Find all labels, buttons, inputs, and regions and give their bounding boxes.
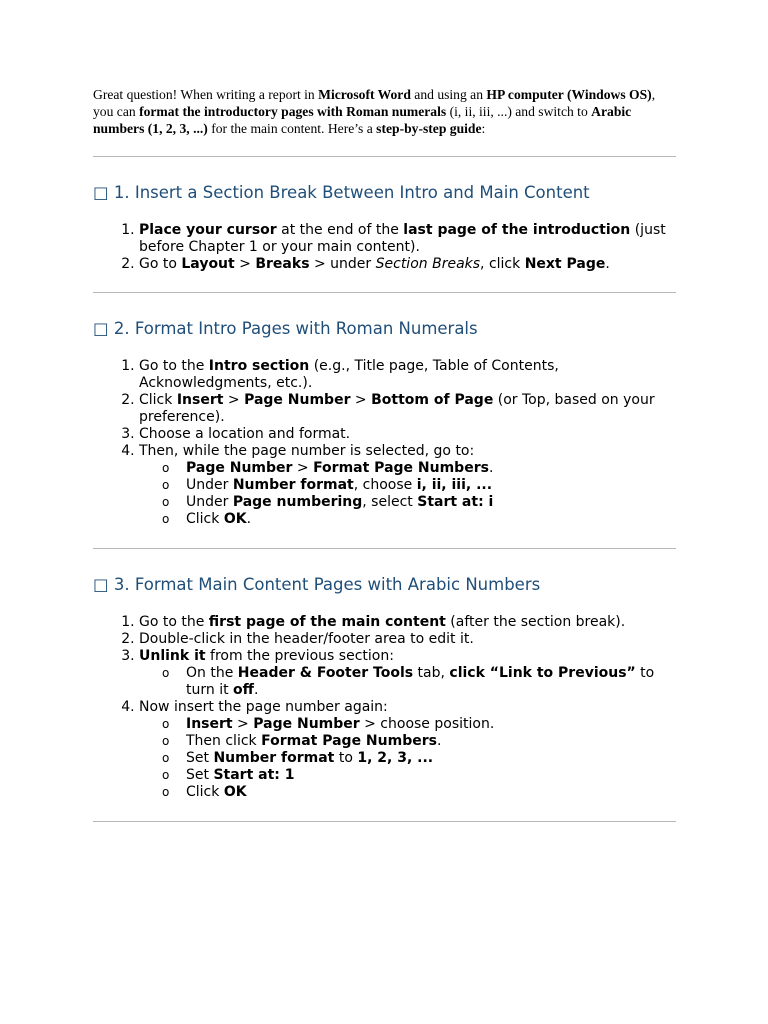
step-item	[139, 392, 676, 426]
step-text: Click	[139, 392, 177, 408]
step-text: On the	[186, 665, 238, 681]
sub-step-item	[186, 477, 676, 494]
step-list-3	[93, 614, 676, 801]
sub-step-item	[186, 733, 676, 750]
section-divider	[93, 156, 676, 157]
step-text: at the end of the	[276, 222, 404, 238]
step-bold: Insert	[176, 392, 224, 408]
step-text: .	[254, 682, 259, 698]
step-text: Click	[186, 511, 224, 527]
section-divider	[93, 821, 676, 822]
intro-text: :	[481, 121, 486, 136]
sub-step-item	[186, 665, 676, 699]
step-bold: Format Page Numbers	[313, 460, 489, 476]
intro-text: (i, ii, iii, ...) and switch to	[446, 104, 592, 119]
step-bold: Insert	[186, 716, 233, 732]
step-italic: Section Breaks	[375, 256, 481, 272]
step-item	[139, 426, 676, 443]
step-text: Then click	[186, 733, 262, 749]
step-bold: click “Link to Previous”	[449, 665, 636, 681]
step-item	[139, 648, 676, 699]
step-text: >	[350, 392, 372, 408]
step-bold: Unlink it	[139, 648, 206, 664]
step-item	[139, 256, 676, 273]
step-bold: first page of the main content	[208, 614, 446, 630]
step-text: Now insert the page number again:	[139, 699, 388, 715]
intro-text: for the main content. Here’s a	[207, 121, 377, 136]
step-bold: Format Page Numbers	[261, 733, 437, 749]
step-text: Double-click in the header/footer area to edit it.	[139, 631, 474, 647]
step-bold: last page of the introduction	[403, 222, 631, 238]
intro-bold: Microsoft Word	[318, 87, 411, 102]
step-text: >	[223, 392, 245, 408]
step-text: Under	[186, 477, 233, 493]
step-bold: off	[233, 682, 254, 698]
step-text: Go to the	[139, 358, 209, 374]
step-text: Set	[186, 750, 214, 766]
step-text: , choose	[353, 477, 417, 493]
step-bold: Page Number	[186, 460, 293, 476]
step-bold: Page Number	[253, 716, 360, 732]
step-text: > choose position.	[359, 716, 495, 732]
step-text: to	[334, 750, 358, 766]
step-item	[139, 631, 676, 648]
step-bold: OK	[223, 511, 247, 527]
box-icon: □	[93, 575, 109, 594]
section-divider	[93, 292, 676, 293]
step-text: .	[488, 460, 494, 476]
section-heading-1	[93, 183, 676, 203]
step-bold: Intro section	[208, 358, 310, 374]
sub-step-item	[186, 716, 676, 733]
step-text: (just before Chapter 1 or your main content).	[139, 222, 666, 255]
step-text: .	[605, 256, 610, 272]
step-bold: Number format	[232, 477, 354, 493]
step-text: >	[292, 460, 314, 476]
step-text: to turn it	[186, 665, 655, 698]
intro-bold: format the introductory pages with Roman numerals	[139, 104, 447, 119]
step-text: (or Top, based on your preference).	[139, 392, 655, 425]
step-text: Go to	[139, 256, 182, 272]
step-text: , select	[362, 494, 418, 510]
sub-step-list	[139, 665, 676, 699]
step-item	[139, 614, 676, 631]
step-text: (after the section break).	[445, 614, 626, 630]
step-bold: Start at: 1	[213, 767, 295, 783]
box-icon: □	[93, 319, 109, 338]
step-bold: Number format	[213, 750, 335, 766]
step-bold: 1, 2, 3, ...	[357, 750, 434, 766]
step-text: Choose a location and format.	[139, 426, 351, 442]
step-bold: Header & Footer Tools	[237, 665, 414, 681]
step-bold: Layout	[181, 256, 235, 272]
step-list-2	[93, 358, 676, 528]
intro-text: and using an	[410, 87, 487, 102]
step-item	[139, 358, 676, 392]
step-bold: Start at: i	[417, 494, 494, 510]
step-item	[139, 222, 676, 256]
sub-step-list	[139, 716, 676, 801]
step-bold: OK	[223, 784, 247, 800]
step-text: Set	[186, 767, 214, 783]
step-text: , click	[480, 256, 525, 272]
intro-text: Great question! When writing a report in	[93, 87, 319, 102]
sub-step-item	[186, 460, 676, 477]
step-bold: Page numbering	[232, 494, 363, 510]
box-icon: □	[93, 183, 109, 202]
step-bold: Breaks	[255, 256, 310, 272]
step-item	[139, 699, 676, 801]
step-item	[139, 443, 676, 528]
step-text: >	[232, 716, 254, 732]
sub-step-item	[186, 750, 676, 767]
sub-step-item	[186, 784, 676, 801]
sub-step-list	[139, 460, 676, 528]
step-bold: Next Page	[524, 256, 606, 272]
step-text: .	[246, 511, 252, 527]
step-text: .	[436, 733, 442, 749]
step-text: Click	[186, 784, 224, 800]
step-text: tab,	[413, 665, 450, 681]
step-bold: Page Number	[244, 392, 351, 408]
sub-step-item	[186, 511, 676, 528]
step-bold: Bottom of Page	[371, 392, 494, 408]
section-divider	[93, 548, 676, 549]
section-heading-2	[93, 319, 676, 339]
step-text: Then, while the page number is selected, go to:	[139, 443, 475, 459]
step-bold: i, ii, iii, ...	[416, 477, 493, 493]
section-heading-3	[93, 575, 676, 595]
intro-text: , you can	[93, 87, 656, 119]
step-text: Under	[186, 494, 233, 510]
step-text: Go to the	[139, 614, 209, 630]
document-page	[93, 86, 676, 822]
section-heading-text: 3. Format Main Content Pages with Arabic Numbers	[113, 575, 541, 594]
intro-bold: Arabic numbers (1, 2, 3, ...)	[93, 104, 632, 136]
section-heading-text: 1. Insert a Section Break Between Intro and Main Content	[113, 183, 590, 202]
step-text: >	[234, 256, 256, 272]
section-heading-text: 2. Format Intro Pages with Roman Numerals	[113, 319, 478, 338]
step-bold: Place your cursor	[139, 222, 277, 238]
intro-bold: HP computer (Windows OS)	[486, 87, 652, 102]
step-text: (e.g., Title page, Table of Contents, Acknowledgments, etc.).	[139, 358, 559, 391]
sub-step-item	[186, 494, 676, 511]
step-list-1	[93, 222, 676, 273]
intro-bold: step-by-step guide	[376, 121, 482, 136]
step-text: > under	[309, 256, 376, 272]
step-text: from the previous section:	[205, 648, 394, 664]
sub-step-item	[186, 767, 676, 784]
intro-paragraph	[93, 86, 676, 137]
